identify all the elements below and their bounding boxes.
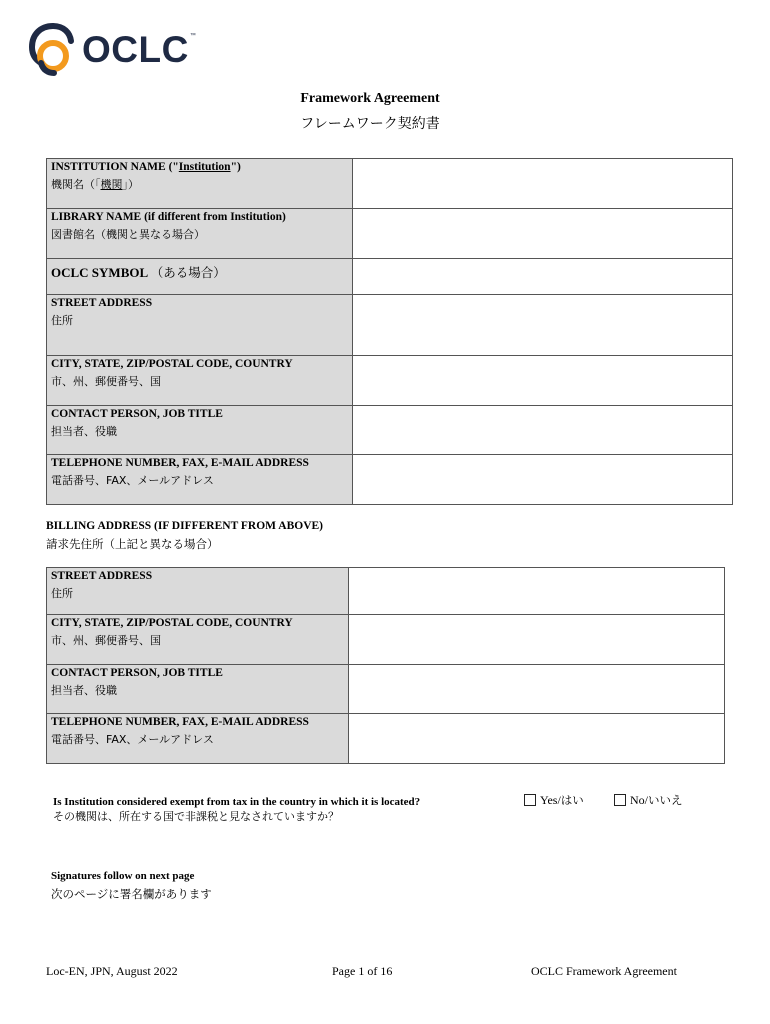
telephone-field[interactable] — [353, 455, 733, 505]
no-checkbox[interactable] — [614, 794, 626, 806]
document-title: Framework Agreement — [300, 91, 440, 106]
billing-street-label: STREET ADDRESS 住所 — [47, 568, 349, 615]
street-address-row — [47, 295, 733, 356]
signatures-note — [51, 868, 212, 901]
city-label: CITY, STATE, ZIP/POSTAL CODE, COUNTRY 市、州、郵便番号、国 — [47, 356, 353, 406]
billing-city-label: CITY, STATE, ZIP/POSTAL CODE, COUNTRY 市、州、郵便番号、国 — [47, 615, 349, 665]
footer-page-number: Page 1 of 16 — [332, 964, 393, 978]
logo-trademark: ™ — [189, 33, 196, 39]
billing-contact-field[interactable] — [349, 665, 725, 714]
yes-option[interactable] — [524, 792, 584, 808]
yes-label-jp: はい — [560, 793, 584, 807]
library-name-field[interactable] — [353, 209, 733, 259]
billing-table — [46, 567, 725, 764]
oclc-symbol-label: OCLC SYMBOL （ある場合） — [47, 259, 353, 295]
no-option[interactable] — [614, 792, 683, 808]
billing-telephone-label: TELEPHONE NUMBER, FAX, E-MAIL ADDRESS 電話番号、FAX、メールアドレス — [47, 714, 349, 764]
footer-left: Loc-EN, JPN, August 2022 — [46, 964, 178, 978]
oclc-logo — [28, 22, 196, 76]
billing-contact-label: CONTACT PERSON, JOB TITLE 担当者、役職 — [47, 665, 349, 714]
contact-label: CONTACT PERSON, JOB TITLE 担当者、役職 — [47, 406, 353, 455]
oclc-symbol-field[interactable] — [353, 259, 733, 295]
street-address-field[interactable] — [353, 295, 733, 356]
city-row — [47, 356, 733, 406]
telephone-row — [47, 455, 733, 505]
city-field[interactable] — [353, 356, 733, 406]
contact-row — [47, 406, 733, 455]
institution-name-row — [47, 159, 733, 209]
library-name-label: LIBRARY NAME (if different from Institution) 図書館名（機関と異なる場合） — [47, 209, 353, 259]
tax-question-en: Is Institution considered exempt from tax in the country in which it is located? — [53, 796, 421, 808]
oclc-logo-icon — [28, 22, 78, 76]
billing-street-field[interactable] — [349, 568, 725, 615]
institution-table — [46, 158, 733, 505]
document-title-jp: フレームワーク契約書 — [300, 116, 440, 132]
yes-checkbox[interactable] — [524, 794, 536, 806]
contact-field[interactable] — [353, 406, 733, 455]
institution-name-label: INSTITUTION NAME ("Institution") 機関名（「機関」） — [47, 159, 353, 209]
billing-heading-en: BILLING ADDRESS (IF DIFFERENT FROM ABOVE) — [46, 520, 323, 532]
billing-heading — [46, 518, 323, 551]
street-address-label: STREET ADDRESS 住所 — [47, 295, 353, 356]
telephone-label: TELEPHONE NUMBER, FAX, E-MAIL ADDRESS 電話番号、FAX、メールアドレス — [47, 455, 353, 505]
no-label-jp: いいえ — [648, 793, 683, 807]
billing-heading-jp: 請求先住所（上記と異なる場合） — [46, 537, 219, 551]
signatures-note-jp: 次のページに署名欄があります — [51, 887, 212, 901]
institution-name-field[interactable] — [353, 159, 733, 209]
library-name-row — [47, 209, 733, 259]
billing-telephone-row — [47, 714, 725, 764]
signatures-note-en: Signatures follow on next page — [51, 870, 195, 882]
no-label: No/ — [630, 792, 648, 807]
footer-right: OCLC Framework Agreement — [531, 964, 677, 978]
billing-contact-row — [47, 665, 725, 714]
billing-city-field[interactable] — [349, 615, 725, 665]
oclc-symbol-row — [47, 259, 733, 295]
billing-telephone-field[interactable] — [349, 714, 725, 764]
tax-question-jp: その機関は、所在する国で非課税と見なされていますか？ — [53, 810, 339, 823]
yes-label: Yes/ — [540, 792, 561, 807]
logo-wordmark: OCLC — [82, 28, 189, 70]
tax-exempt-question — [53, 794, 420, 824]
billing-city-row — [47, 615, 725, 665]
billing-street-row — [47, 568, 725, 615]
